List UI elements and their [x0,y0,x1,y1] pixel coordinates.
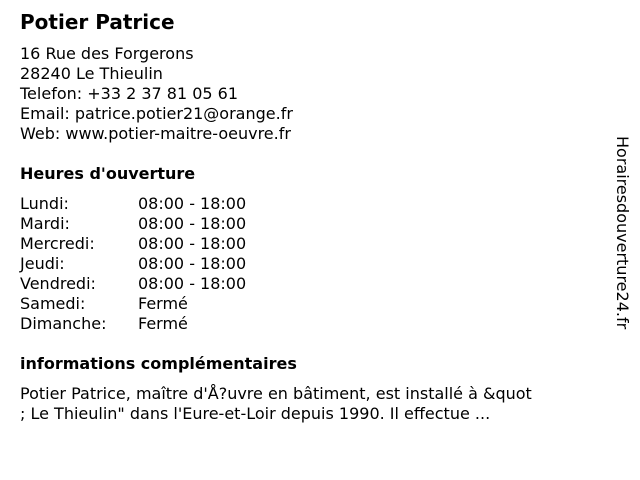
time-value: 08:00 - 18:00 [138,254,247,273]
time-value: 08:00 - 18:00 [138,274,247,293]
hours-heading: Heures d'ouverture [20,164,196,183]
day-label: Dimanche: [20,314,107,333]
day-label: Mercredi: [20,234,95,253]
description-line: ; Le Thieulin" dans l'Eure-et-Loir depuis 1990. Il effectue ... [20,404,491,423]
day-label: Jeudi: [20,254,65,273]
street-address: 16 Rue des Forgerons [20,44,194,63]
web-line: Web: www.potier-maitre-oeuvre.fr [20,124,291,143]
time-value: 08:00 - 18:00 [138,194,247,213]
phone-line: Telefon: +33 2 37 81 05 61 [20,84,239,103]
day-label: Samedi: [20,294,86,313]
opening-hours-table [20,194,246,334]
time-value: Fermé [138,314,188,333]
site-watermark: Horairesdouverture24.fr [613,136,632,330]
info-heading: informations complémentaires [20,354,297,373]
time-value: 08:00 - 18:00 [138,214,247,233]
hours-row-friday [20,274,246,294]
day-label: Lundi: [20,194,69,213]
hours-row-wednesday [20,234,246,254]
hours-row-sunday [20,314,246,334]
time-value: 08:00 - 18:00 [138,234,247,253]
city-address: 28240 Le Thieulin [20,64,163,83]
day-label: Mardi: [20,214,70,233]
business-description [20,384,590,424]
business-name: Potier Patrice [20,10,175,34]
day-label: Vendredi: [20,274,96,293]
hours-row-saturday [20,294,246,314]
contact-block [20,44,293,144]
description-line: Potier Patrice, maître d'Å?uvre en bâtiment, est installé à &quot [20,384,532,403]
hours-row-tuesday [20,214,246,234]
email-line: Email: patrice.potier21@orange.fr [20,104,293,123]
hours-row-monday [20,194,246,214]
hours-row-thursday [20,254,246,274]
time-value: Fermé [138,294,188,313]
